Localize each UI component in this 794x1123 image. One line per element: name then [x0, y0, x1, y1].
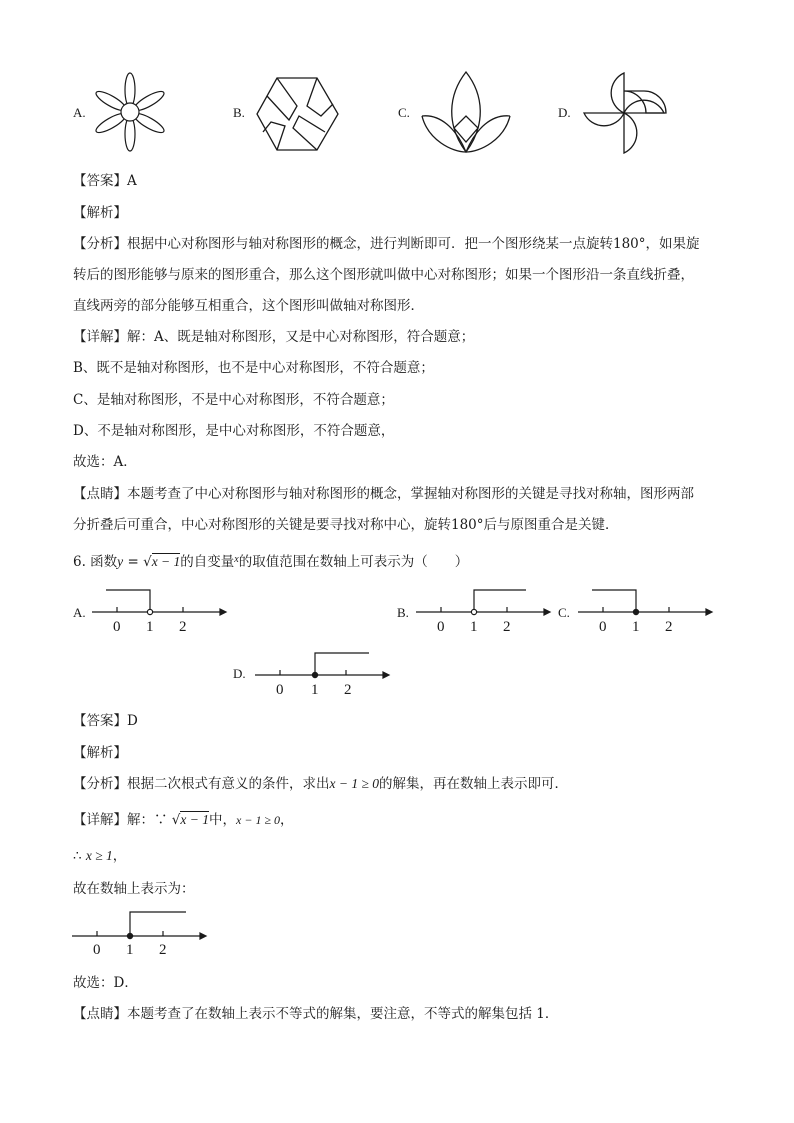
recycle-hexagon-icon	[255, 76, 340, 152]
q5-comment-line: 【点睛】本题考查了中心对称图形与轴对称图形的概念，掌握轴对称图形的关键是寻找对称轴，图形两部	[73, 486, 694, 502]
q5-detail-line: 【详解】解：A、既是轴对称图形，又是中心对称图形，符合题意；	[73, 329, 475, 345]
q6-stem	[73, 550, 468, 572]
flower-icon	[95, 70, 165, 155]
q6-analysis-line	[73, 774, 568, 794]
tick-label: 1	[146, 619, 154, 635]
q6-show-text: 故在数轴上表示为：	[73, 881, 195, 897]
q6-choose: 故选：D．	[73, 975, 138, 991]
q6-option-a-label: A.	[73, 605, 86, 620]
q6-answer: 【答案】D	[73, 713, 138, 729]
q6-result-line	[73, 846, 126, 866]
q5-option-b-label: B.	[233, 105, 245, 120]
q6-detail-prefix: 【详解】解：	[73, 812, 154, 828]
q5-detail-line: D、不是轴对称图形，是中心对称图形，不符合题意，	[73, 423, 395, 439]
sqrt-icon: √	[171, 812, 181, 828]
tick-label: 1	[470, 619, 478, 635]
lotus-icon	[418, 70, 514, 154]
q5-detail-line: C、是轴对称图形，不是中心对称图形，不符合题意；	[73, 392, 394, 408]
q6-analysis-suffix: 的解集，再在数轴上表示即可．	[379, 776, 569, 792]
q5-option-c-label: C.	[398, 105, 410, 120]
q6-stem-prefix: 6. 函数	[73, 554, 118, 570]
q5-detail-line: 故选：A．	[73, 454, 137, 470]
q6-option-c-label: C.	[558, 605, 570, 620]
q5-analysis-line: 直线两旁的部分能够互相重合，这个图形叫做轴对称图形．	[73, 298, 424, 314]
tick-label: 2	[344, 682, 352, 698]
q6-detail-zhong: 中，	[209, 812, 237, 828]
q5-analysis-title: 【解析】	[73, 205, 127, 221]
q5-option-a-label: A.	[73, 105, 86, 120]
q5-answer: 【答案】A	[73, 173, 137, 189]
q6-detail-cond: x − 1 ≥ 0	[236, 813, 281, 827]
pinwheel-icon	[580, 70, 668, 156]
q6-var-x: x	[234, 554, 239, 565]
q6-detail-radicand: x − 1	[180, 812, 210, 827]
tick-label: 1	[126, 942, 134, 958]
sqrt-icon: √	[143, 554, 152, 570]
number-line-c	[578, 585, 713, 635]
q6-analysis-expr: x − 1 ≥ 0	[329, 776, 380, 791]
because-icon: ∵	[154, 812, 168, 828]
number-line-final	[72, 907, 207, 957]
q5-analysis-line: 转后的图形能够与原来的图形重合，那么这个图形就叫做中心对称图形；如果一个图形沿一条直线折叠，	[73, 267, 694, 283]
q6-option-d-label: D.	[233, 666, 246, 681]
q6-detail-comma: ，	[280, 812, 294, 828]
tick-label: 1	[311, 682, 319, 698]
q6-analysis-title: 【解析】	[73, 745, 127, 761]
number-line-b	[416, 585, 551, 635]
tick-label: 1	[632, 619, 640, 635]
q5-analysis-line: 【分析】根据中心对称图形与轴对称图形的概念，进行判断即可．把一个图形绕某一点旋转180°，如果旋	[73, 236, 700, 252]
tick-label: 2	[665, 619, 673, 635]
q6-detail-line	[73, 810, 294, 830]
q6-func-eq: =	[123, 554, 144, 570]
q6-stem-mid: 的自变量	[180, 554, 235, 570]
q6-comment: 【点睛】本题考查了在数轴上表示不等式的解集，要注意，不等式的解集包括 1．	[73, 1006, 559, 1022]
q6-analysis-prefix: 【分析】根据二次根式有意义的条件，求出	[73, 776, 330, 792]
q5-detail-line: B、既不是轴对称图形，也不是中心对称图形，不符合题意；	[73, 360, 434, 376]
q6-radicand: x − 1	[151, 554, 181, 569]
number-line-d	[255, 648, 390, 698]
therefore-icon: ∴	[73, 848, 82, 864]
q6-result: x ≥ 1	[85, 848, 113, 863]
tick-label: 2	[159, 942, 167, 958]
tick-label: 0	[276, 682, 284, 698]
tick-label: 0	[599, 619, 607, 635]
tick-label: 0	[113, 619, 121, 635]
q5-option-d-label: D.	[558, 105, 571, 120]
q6-option-b-label: B.	[397, 605, 409, 620]
tick-label: 2	[503, 619, 511, 635]
q5-comment-line: 分折叠后可重合，中心对称图形的关键是要寻找对称中心，旋转180°后与原图重合是关键．	[73, 517, 619, 533]
q6-result-comma: ，	[112, 848, 127, 864]
q6-stem-suffix: 的取值范围在数轴上可表示为（ ）	[238, 554, 469, 570]
tick-label: 0	[93, 942, 101, 958]
tick-label: 0	[437, 619, 445, 635]
number-line-a	[92, 585, 227, 635]
q6-func-y: y	[117, 554, 124, 569]
tick-label: 2	[179, 619, 187, 635]
